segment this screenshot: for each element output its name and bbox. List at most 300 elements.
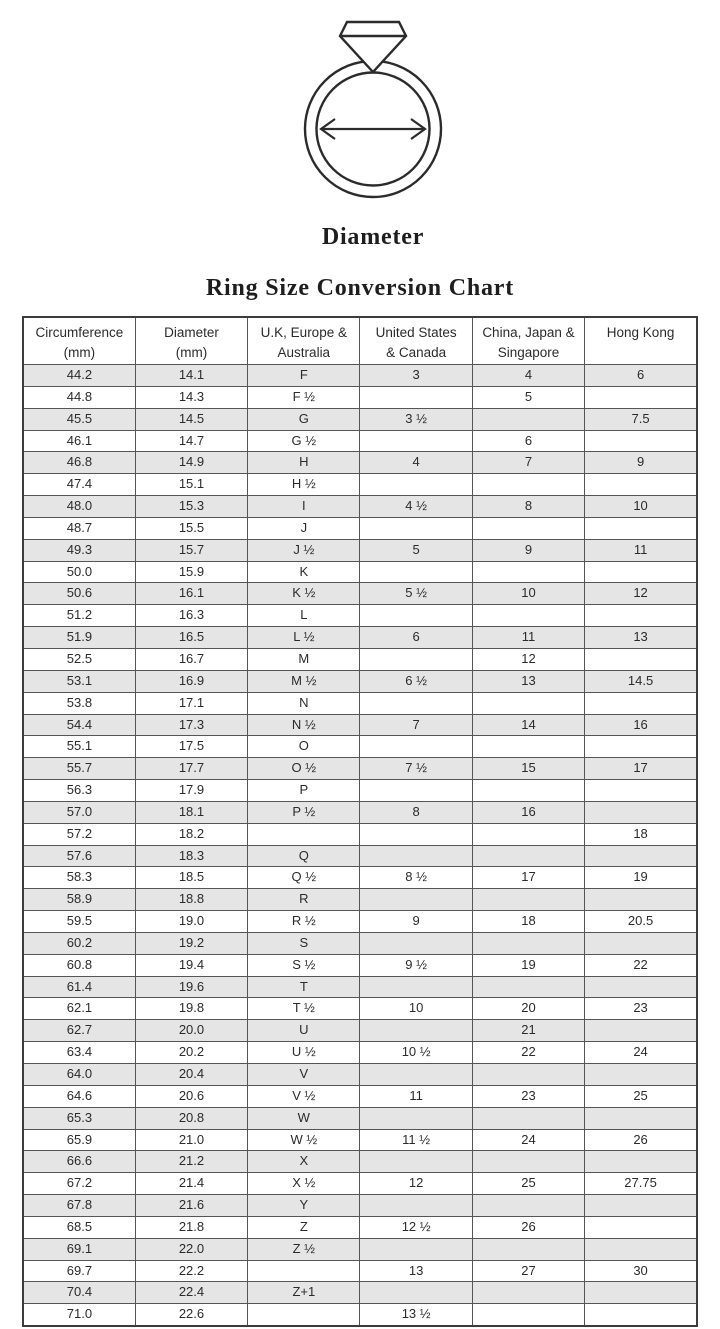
table-row <box>23 1064 697 1086</box>
table-cell: 62.1 <box>23 998 135 1020</box>
table-cell: U ½ <box>248 1042 360 1064</box>
table-cell <box>360 1238 472 1260</box>
table-cell: 50.6 <box>23 583 135 605</box>
table-cell: 18.1 <box>135 801 247 823</box>
table-cell: Z <box>248 1216 360 1238</box>
table-cell <box>360 1151 472 1173</box>
table-cell: 17.9 <box>135 780 247 802</box>
table-cell: 11 <box>360 1085 472 1107</box>
table-cell: 17.7 <box>135 758 247 780</box>
table-cell: 4 ½ <box>360 496 472 518</box>
column-header: U.K, Europe & Australia <box>248 317 360 365</box>
table-cell: 61.4 <box>23 976 135 998</box>
table-row <box>23 1260 697 1282</box>
table-cell: 65.3 <box>23 1107 135 1129</box>
table-row <box>23 648 697 670</box>
table-cell <box>585 1238 697 1260</box>
table-cell <box>360 823 472 845</box>
table-cell: 22.0 <box>135 1238 247 1260</box>
table-cell: 30 <box>585 1260 697 1282</box>
table-cell <box>472 408 584 430</box>
table-cell: 3 ½ <box>360 408 472 430</box>
table-cell <box>360 780 472 802</box>
table-cell <box>360 1195 472 1217</box>
table-cell: 26 <box>585 1129 697 1151</box>
table-row <box>23 496 697 518</box>
table-cell: 12 <box>472 648 584 670</box>
table-cell: 57.6 <box>23 845 135 867</box>
table-row <box>23 452 697 474</box>
table-cell: 15.7 <box>135 539 247 561</box>
table-cell: 24 <box>472 1129 584 1151</box>
table-row <box>23 911 697 933</box>
table-cell: 9 <box>585 452 697 474</box>
table-cell: 27.75 <box>585 1173 697 1195</box>
table-cell: 58.9 <box>23 889 135 911</box>
table-cell: 6 <box>360 627 472 649</box>
table-cell: 22.6 <box>135 1304 247 1326</box>
table-cell: 9 ½ <box>360 954 472 976</box>
table-cell: I <box>248 496 360 518</box>
table-cell <box>360 648 472 670</box>
table-cell: 58.3 <box>23 867 135 889</box>
table-cell: 51.9 <box>23 627 135 649</box>
table-cell <box>585 780 697 802</box>
table-cell <box>472 561 584 583</box>
table-cell: 46.8 <box>23 452 135 474</box>
table-cell <box>585 932 697 954</box>
table-cell: 18 <box>472 911 584 933</box>
table-row <box>23 780 697 802</box>
table-cell <box>360 386 472 408</box>
table-cell: S ½ <box>248 954 360 976</box>
table-cell <box>585 1282 697 1304</box>
table-cell: 14.1 <box>135 365 247 387</box>
table-cell <box>472 605 584 627</box>
table-cell: 5 <box>472 386 584 408</box>
table-cell <box>585 692 697 714</box>
table-cell: 70.4 <box>23 1282 135 1304</box>
table-cell <box>585 561 697 583</box>
table-cell: N ½ <box>248 714 360 736</box>
diamond-ring-icon <box>298 8 448 200</box>
table-cell: 20.2 <box>135 1042 247 1064</box>
table-cell: 7 <box>472 452 584 474</box>
table-cell: 19.0 <box>135 911 247 933</box>
table-cell <box>360 1282 472 1304</box>
table-cell <box>585 1020 697 1042</box>
table-cell: K ½ <box>248 583 360 605</box>
table-cell: 13 <box>585 627 697 649</box>
table-cell <box>585 605 697 627</box>
table-cell: 65.9 <box>23 1129 135 1151</box>
table-row <box>23 474 697 496</box>
table-row <box>23 605 697 627</box>
table-cell: 20.4 <box>135 1064 247 1086</box>
table-cell: 9 <box>472 539 584 561</box>
table-cell: 10 <box>360 998 472 1020</box>
table-cell <box>472 932 584 954</box>
table-cell <box>472 1238 584 1260</box>
table-cell <box>472 517 584 539</box>
table-cell <box>585 430 697 452</box>
table-row <box>23 1282 697 1304</box>
table-row <box>23 539 697 561</box>
table-cell: 25 <box>472 1173 584 1195</box>
table-cell: N <box>248 692 360 714</box>
table-cell <box>360 889 472 911</box>
table-cell: Q ½ <box>248 867 360 889</box>
table-row <box>23 867 697 889</box>
table-cell: R <box>248 889 360 911</box>
table-cell: 13 <box>360 1260 472 1282</box>
table-cell: P ½ <box>248 801 360 823</box>
table-cell: 19.2 <box>135 932 247 954</box>
table-row <box>23 889 697 911</box>
table-cell: O <box>248 736 360 758</box>
table-cell: T ½ <box>248 998 360 1020</box>
table-row <box>23 1151 697 1173</box>
table-cell: 17.5 <box>135 736 247 758</box>
table-cell: 50.0 <box>23 561 135 583</box>
table-row <box>23 1195 697 1217</box>
table-cell: V <box>248 1064 360 1086</box>
table-row <box>23 561 697 583</box>
table-row <box>23 976 697 998</box>
table-cell: 7 ½ <box>360 758 472 780</box>
table-cell: 3 <box>360 365 472 387</box>
table-cell: H ½ <box>248 474 360 496</box>
table-cell <box>472 823 584 845</box>
table-row <box>23 386 697 408</box>
table-cell: 18.2 <box>135 823 247 845</box>
table-cell: 60.2 <box>23 932 135 954</box>
table-cell: 11 <box>585 539 697 561</box>
table-cell: M ½ <box>248 670 360 692</box>
table-cell <box>472 692 584 714</box>
table-cell <box>360 1107 472 1129</box>
table-cell <box>472 1107 584 1129</box>
table-row <box>23 408 697 430</box>
table-cell <box>360 474 472 496</box>
table-cell: 19.8 <box>135 998 247 1020</box>
table-cell <box>360 932 472 954</box>
table-cell: Z ½ <box>248 1238 360 1260</box>
table-cell: F <box>248 365 360 387</box>
table-cell: R ½ <box>248 911 360 933</box>
table-cell: 12 <box>585 583 697 605</box>
table-cell: 8 ½ <box>360 867 472 889</box>
table-cell <box>585 1195 697 1217</box>
table-cell: 63.4 <box>23 1042 135 1064</box>
table-cell: 14.3 <box>135 386 247 408</box>
table-row <box>23 801 697 823</box>
table-cell: 15 <box>472 758 584 780</box>
table-cell: H <box>248 452 360 474</box>
table-cell: 15.1 <box>135 474 247 496</box>
table-cell: Y <box>248 1195 360 1217</box>
table-cell: X ½ <box>248 1173 360 1195</box>
table-cell <box>360 692 472 714</box>
table-cell: J <box>248 517 360 539</box>
table-cell: 16 <box>585 714 697 736</box>
table-cell: M <box>248 648 360 670</box>
table-cell <box>585 1064 697 1086</box>
table-header-row <box>23 317 697 365</box>
table-cell: U <box>248 1020 360 1042</box>
table-row <box>23 1216 697 1238</box>
table-cell: 60.8 <box>23 954 135 976</box>
table-cell <box>472 1151 584 1173</box>
table-cell <box>585 976 697 998</box>
table-cell: 51.2 <box>23 605 135 627</box>
table-cell: 22 <box>585 954 697 976</box>
table-row <box>23 1238 697 1260</box>
table-cell <box>585 845 697 867</box>
table-cell: Z+1 <box>248 1282 360 1304</box>
table-cell: 9 <box>360 911 472 933</box>
table-cell: 57.2 <box>23 823 135 845</box>
table-cell <box>360 1020 472 1042</box>
table-cell: 27 <box>472 1260 584 1282</box>
table-cell <box>248 1260 360 1282</box>
table-row <box>23 1042 697 1064</box>
table-row <box>23 954 697 976</box>
table-cell: S <box>248 932 360 954</box>
table-cell: 19 <box>585 867 697 889</box>
table-cell: K <box>248 561 360 583</box>
table-cell: 8 <box>472 496 584 518</box>
table-cell <box>472 1304 584 1326</box>
table-cell: 12 ½ <box>360 1216 472 1238</box>
table-cell: 62.7 <box>23 1020 135 1042</box>
table-cell: 5 <box>360 539 472 561</box>
table-cell: 18.5 <box>135 867 247 889</box>
table-cell <box>248 1304 360 1326</box>
table-cell: 67.8 <box>23 1195 135 1217</box>
table-cell: 46.1 <box>23 430 135 452</box>
table-cell: 21.2 <box>135 1151 247 1173</box>
table-cell: 22.4 <box>135 1282 247 1304</box>
table-row <box>23 670 697 692</box>
table-cell <box>472 845 584 867</box>
table-cell <box>360 976 472 998</box>
table-cell: 6 ½ <box>360 670 472 692</box>
table-row <box>23 1085 697 1107</box>
table-cell: 21.4 <box>135 1173 247 1195</box>
table-cell: 64.0 <box>23 1064 135 1086</box>
table-cell: 71.0 <box>23 1304 135 1326</box>
table-cell: 20.6 <box>135 1085 247 1107</box>
table-cell: 11 <box>472 627 584 649</box>
table-cell: 17 <box>585 758 697 780</box>
table-cell: 47.4 <box>23 474 135 496</box>
table-cell: 6 <box>472 430 584 452</box>
table-row <box>23 998 697 1020</box>
table-cell: 18 <box>585 823 697 845</box>
table-cell <box>472 736 584 758</box>
table-cell <box>360 517 472 539</box>
table-row <box>23 758 697 780</box>
table-cell: 49.3 <box>23 539 135 561</box>
table-cell: 44.2 <box>23 365 135 387</box>
table-cell: 16.5 <box>135 627 247 649</box>
table-cell: 19.4 <box>135 954 247 976</box>
table-cell: 59.5 <box>23 911 135 933</box>
table-cell: 10 ½ <box>360 1042 472 1064</box>
table-cell <box>585 1216 697 1238</box>
table-cell: 55.7 <box>23 758 135 780</box>
table-cell: 10 <box>472 583 584 605</box>
table-cell: J ½ <box>248 539 360 561</box>
table-cell: 45.5 <box>23 408 135 430</box>
table-cell: 14.5 <box>135 408 247 430</box>
table-cell: 15.9 <box>135 561 247 583</box>
table-row <box>23 365 697 387</box>
table-cell: 14.9 <box>135 452 247 474</box>
table-cell: 21.6 <box>135 1195 247 1217</box>
table-row <box>23 932 697 954</box>
table-cell: 16.9 <box>135 670 247 692</box>
table-cell: 21.0 <box>135 1129 247 1151</box>
table-row <box>23 692 697 714</box>
table-cell: O ½ <box>248 758 360 780</box>
table-cell <box>585 889 697 911</box>
table-cell: 18.3 <box>135 845 247 867</box>
table-row <box>23 1304 697 1326</box>
table-cell: 15.3 <box>135 496 247 518</box>
table-cell: 14.5 <box>585 670 697 692</box>
table-cell: 20.5 <box>585 911 697 933</box>
table-cell: 55.1 <box>23 736 135 758</box>
table-cell: 13 ½ <box>360 1304 472 1326</box>
table-cell <box>248 823 360 845</box>
table-cell <box>472 474 584 496</box>
table-cell <box>585 1107 697 1129</box>
table-cell: 16.3 <box>135 605 247 627</box>
table-cell: 22 <box>472 1042 584 1064</box>
table-row <box>23 714 697 736</box>
table-row <box>23 1107 697 1129</box>
table-cell <box>585 801 697 823</box>
column-header: China, Japan & Singapore <box>472 317 584 365</box>
table-cell: X <box>248 1151 360 1173</box>
table-cell <box>472 780 584 802</box>
table-row <box>23 430 697 452</box>
table-cell: L <box>248 605 360 627</box>
table-cell <box>585 386 697 408</box>
table-cell: 4 <box>360 452 472 474</box>
table-cell: F ½ <box>248 386 360 408</box>
table-cell: 52.5 <box>23 648 135 670</box>
table-cell <box>360 736 472 758</box>
table-cell <box>585 648 697 670</box>
table-cell: 53.1 <box>23 670 135 692</box>
table-row <box>23 517 697 539</box>
table-cell: 23 <box>472 1085 584 1107</box>
column-header: Hong Kong <box>585 317 697 365</box>
table-row <box>23 1173 697 1195</box>
table-cell <box>472 1282 584 1304</box>
table-cell: 24 <box>585 1042 697 1064</box>
table-cell: 26 <box>472 1216 584 1238</box>
table-cell: 16 <box>472 801 584 823</box>
table-cell <box>585 474 697 496</box>
ring-size-conversion-table <box>22 316 698 1327</box>
table-cell: W <box>248 1107 360 1129</box>
table-cell: 4 <box>472 365 584 387</box>
table-cell: 68.5 <box>23 1216 135 1238</box>
table-cell: 21 <box>472 1020 584 1042</box>
table-cell <box>472 976 584 998</box>
table-cell: 7.5 <box>585 408 697 430</box>
column-header: Diameter (mm) <box>135 317 247 365</box>
table-cell: P <box>248 780 360 802</box>
table-cell: 53.8 <box>23 692 135 714</box>
table-cell <box>585 736 697 758</box>
table-cell <box>360 1064 472 1086</box>
table-cell: 20 <box>472 998 584 1020</box>
table-cell <box>360 845 472 867</box>
table-cell: 5 ½ <box>360 583 472 605</box>
table-cell: 21.8 <box>135 1216 247 1238</box>
table-cell: 22.2 <box>135 1260 247 1282</box>
table-cell: 69.7 <box>23 1260 135 1282</box>
table-cell: 23 <box>585 998 697 1020</box>
table-cell: 56.3 <box>23 780 135 802</box>
table-cell: 48.7 <box>23 517 135 539</box>
table-cell: V ½ <box>248 1085 360 1107</box>
table-row <box>23 845 697 867</box>
table-cell <box>472 1064 584 1086</box>
table-cell: 69.1 <box>23 1238 135 1260</box>
table-cell: 44.8 <box>23 386 135 408</box>
table-cell: 66.6 <box>23 1151 135 1173</box>
table-cell: Q <box>248 845 360 867</box>
table-cell: 17 <box>472 867 584 889</box>
table-cell <box>472 889 584 911</box>
table-cell: T <box>248 976 360 998</box>
table-cell <box>360 605 472 627</box>
table-cell: L ½ <box>248 627 360 649</box>
table-cell: G ½ <box>248 430 360 452</box>
column-header: Circumference (mm) <box>23 317 135 365</box>
table-cell: 11 ½ <box>360 1129 472 1151</box>
table-cell: 54.4 <box>23 714 135 736</box>
table-cell: 12 <box>360 1173 472 1195</box>
table-cell: 64.6 <box>23 1085 135 1107</box>
table-cell: 18.8 <box>135 889 247 911</box>
table-body <box>23 365 697 1327</box>
table-row <box>23 1129 697 1151</box>
table-row <box>23 627 697 649</box>
table-cell: 67.2 <box>23 1173 135 1195</box>
table-cell <box>360 561 472 583</box>
table-row <box>23 823 697 845</box>
table-cell: 15.5 <box>135 517 247 539</box>
table-cell <box>585 517 697 539</box>
table-cell: 13 <box>472 670 584 692</box>
table-row <box>23 583 697 605</box>
table-cell <box>472 1195 584 1217</box>
table-cell: 19.6 <box>135 976 247 998</box>
table-cell: 14 <box>472 714 584 736</box>
table-cell: 6 <box>585 365 697 387</box>
table-cell: 19 <box>472 954 584 976</box>
diagram-label: Diameter <box>321 224 425 250</box>
table-cell <box>360 430 472 452</box>
table-cell: 7 <box>360 714 472 736</box>
